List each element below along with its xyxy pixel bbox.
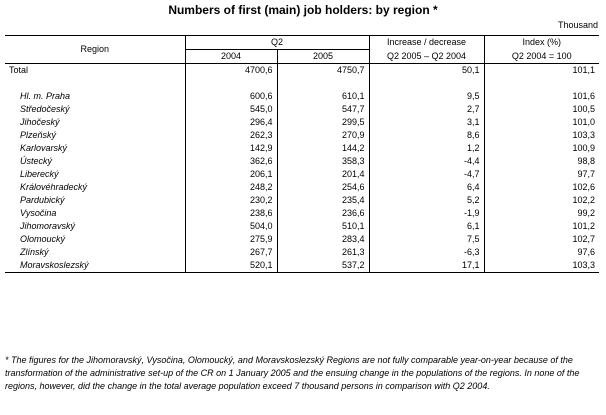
- value-change: 1,2: [369, 142, 484, 155]
- value-2004: 520,1: [185, 259, 277, 273]
- value-2004: 600,6: [249, 91, 273, 101]
- table-row: [5, 155, 599, 168]
- table-row: [5, 233, 599, 246]
- value-change: -6,3: [369, 246, 484, 259]
- value-change: -4,7: [369, 168, 484, 181]
- value-2004: 206,1: [249, 169, 273, 179]
- table-row: [5, 129, 599, 142]
- table-row: [5, 194, 599, 207]
- value-2005: 261,3: [277, 246, 369, 259]
- value-index: 103,3: [484, 129, 599, 142]
- region-name: Plzeňský: [5, 129, 185, 142]
- total-2004: 4700,6: [244, 65, 273, 75]
- region-name: Královéhradecký: [5, 181, 185, 194]
- table-row: [5, 220, 599, 233]
- table-row: [5, 116, 599, 129]
- value-index: 102,2: [484, 194, 599, 207]
- table-title: Numbers of first (main) job holders: by region *: [168, 3, 438, 17]
- region-name: Zlínský: [5, 246, 185, 259]
- table-row: [5, 168, 599, 181]
- region-name: Jihočeský: [5, 116, 185, 129]
- unit-label: Thousand: [557, 20, 598, 30]
- header-q2: Q2: [185, 36, 369, 50]
- value-2005: 299,5: [277, 116, 369, 129]
- value-2004: 545,0: [249, 104, 273, 114]
- header-region: Region: [5, 36, 185, 64]
- value-2005: 610,1: [277, 90, 369, 103]
- spacer-row: [5, 77, 599, 90]
- value-2004: 238,6: [249, 208, 273, 218]
- footnote: * The figures for the Jihomoravský, Vysočina, Olomoucký, and Moravskoslezský Regions are not fully comparable year-on-year because of the transformation of the administrative set-up of the CR on 1 January 2005 and the ensuing change in the populations of the regions. In none of the regions, however, did the change in the total average population exceed 7 thousand persons in comparison with Q2 2004.: [5, 355, 580, 391]
- value-change: 6,4: [369, 181, 484, 194]
- table-row: [5, 103, 599, 116]
- table-row: [5, 181, 599, 194]
- table-row: [5, 90, 599, 103]
- value-2005: 547,7: [277, 103, 369, 116]
- region-name: Olomoucký: [5, 233, 185, 246]
- value-2004: 262,3: [249, 130, 273, 140]
- table-row: [5, 246, 599, 259]
- value-change: -1,9: [369, 207, 484, 220]
- value-index: 98,8: [484, 155, 599, 168]
- header-index: Index (%): [484, 36, 599, 50]
- value-2004: 504,0: [249, 221, 273, 231]
- value-index: 100,9: [484, 142, 599, 155]
- value-2004: 142,9: [249, 143, 273, 153]
- value-2005: 510,1: [277, 220, 369, 233]
- region-name: Ústecký: [5, 155, 185, 168]
- value-index: 97,7: [484, 168, 599, 181]
- value-2004: 362,6: [249, 156, 273, 166]
- header-2005: 2005: [277, 50, 369, 64]
- value-2004: 248,2: [249, 182, 273, 192]
- value-2005: 270,9: [277, 129, 369, 142]
- total-label: Total: [5, 64, 185, 78]
- value-2004: 267,7: [249, 247, 273, 257]
- region-name: Moravskoslezský: [5, 259, 185, 273]
- value-2004: 230,2: [249, 195, 273, 205]
- total-index: 101,1: [484, 64, 599, 78]
- value-index: 101,2: [484, 220, 599, 233]
- region-name: Pardubický: [5, 194, 185, 207]
- table-row: [5, 259, 599, 273]
- header-index-sub: Q2 2004 = 100: [484, 50, 599, 64]
- region-name: Vysočina: [5, 207, 185, 220]
- value-2005: 236,6: [277, 207, 369, 220]
- value-2005: 358,3: [277, 155, 369, 168]
- value-change: 5,2: [369, 194, 484, 207]
- value-2005: 254,6: [277, 181, 369, 194]
- value-index: 101,6: [484, 90, 599, 103]
- value-index: 103,3: [484, 259, 599, 273]
- region-name: Karlovarský: [5, 142, 185, 155]
- value-2005: 144,2: [277, 142, 369, 155]
- value-index: 102,7: [484, 233, 599, 246]
- region-name: Středočeský: [5, 103, 185, 116]
- region-name: Jihomoravský: [5, 220, 185, 233]
- total-change: 50,1: [369, 64, 484, 78]
- header-change: Increase / decrease: [369, 36, 484, 50]
- table-row: [5, 207, 599, 220]
- header-change-sub: Q2 2005 – Q2 2004: [369, 50, 484, 64]
- value-change: -4,4: [369, 155, 484, 168]
- value-2005: 537,2: [277, 259, 369, 273]
- table-row: [5, 142, 599, 155]
- value-change: 2,7: [369, 103, 484, 116]
- region-name: Hl. m. Praha: [5, 90, 185, 103]
- value-index: 102,6: [484, 181, 599, 194]
- value-change: 9,5: [369, 90, 484, 103]
- value-change: 17,1: [369, 259, 484, 273]
- data-table: [5, 35, 599, 273]
- total-2005: 4750,7: [277, 64, 369, 78]
- value-2004: 275,9: [249, 234, 273, 244]
- header-2004: 2004: [185, 50, 277, 64]
- value-change: 7,5: [369, 233, 484, 246]
- value-change: 8,6: [369, 129, 484, 142]
- value-change: 3,1: [369, 116, 484, 129]
- value-2004: 296,4: [249, 117, 273, 127]
- table-row-total: [5, 64, 599, 78]
- value-2005: 283,4: [277, 233, 369, 246]
- value-index: 101,0: [484, 116, 599, 129]
- value-change: 6,1: [369, 220, 484, 233]
- region-name: Liberecký: [5, 168, 185, 181]
- value-2005: 201,4: [277, 168, 369, 181]
- value-index: 99,2: [484, 207, 599, 220]
- value-2005: 235,4: [277, 194, 369, 207]
- value-index: 97,6: [484, 246, 599, 259]
- value-index: 100,5: [484, 103, 599, 116]
